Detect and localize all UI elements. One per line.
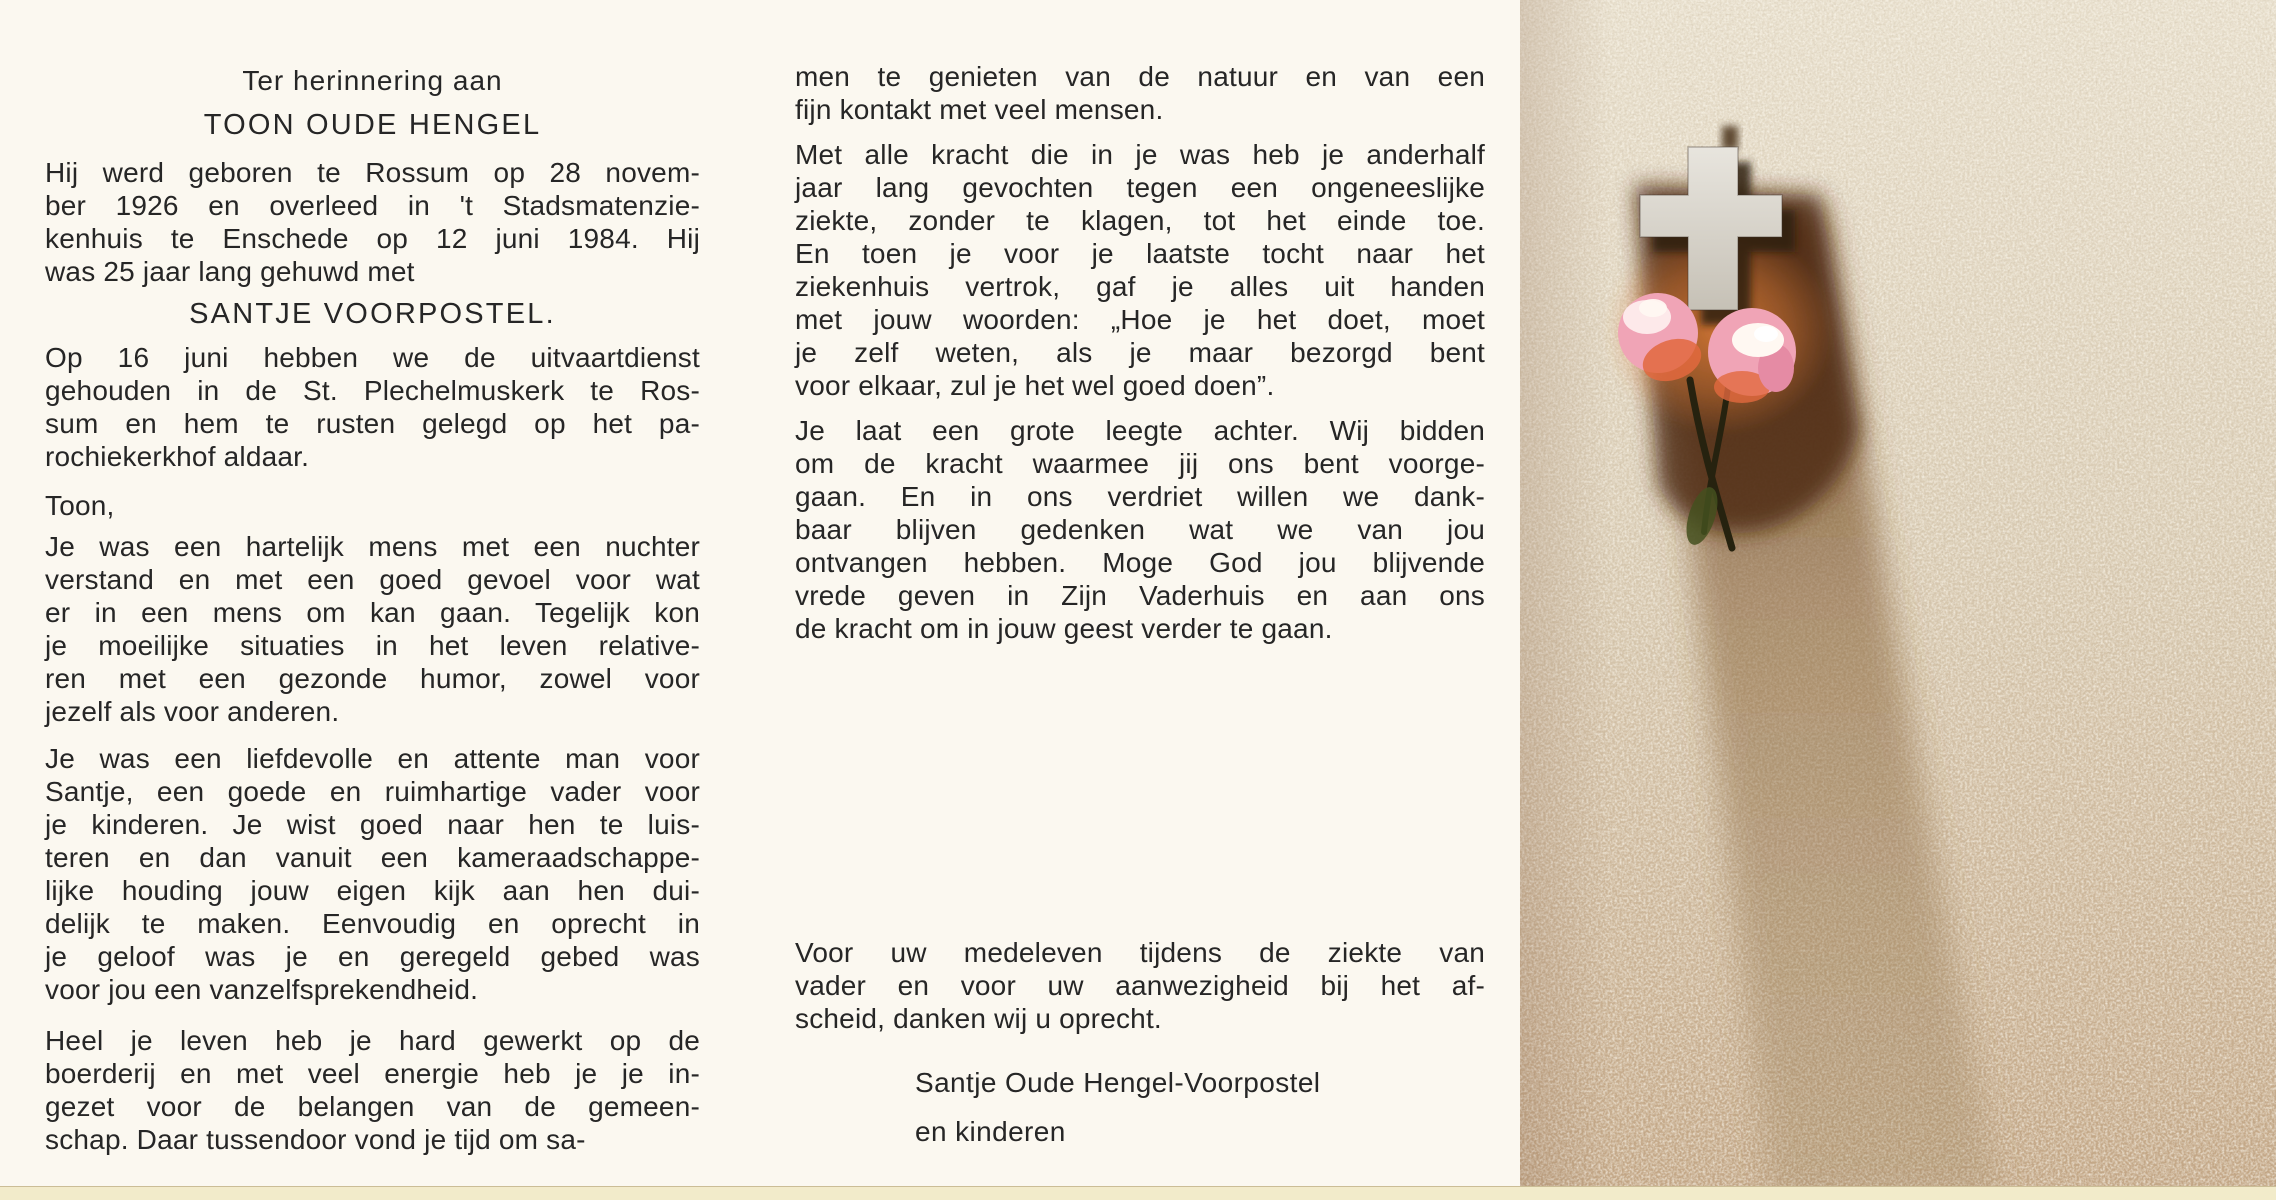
left-page-column (45, 64, 700, 1156)
signature-name: Santje Oude Hengel-Voorpostel (915, 1067, 1321, 1098)
right-page-column (795, 60, 1485, 645)
funeral-paragraph: Op 16 juni hebben we de uitvaartdienst gehouden in de St. Plechelmuskerk te Ros- sum en hem te rusten gelegd op het pa- rochiekerkhof aldaar. (45, 342, 700, 472)
signature-block (915, 1066, 1485, 1148)
character-paragraph: Je was een hartelijk mens met een nuchter verstand en met een goed gevoel voor wat er in een mens om kan gaan. Tegelijk kon je moeilijke situaties in het leven relative- ren met een gezonde humor, zowel voor jezelf als voor anderen. (45, 531, 700, 727)
rose-right-sparkle (1754, 326, 1778, 342)
memorial-heading: Ter herinnering aan (242, 65, 503, 96)
thanks-paragraph: Voor uw medeleven tijdens de ziekte van vader en voor uw aanwezigheid bij het af- scheid, danken wij u oprecht. (795, 937, 1485, 1034)
signature-suffix: en kinderen (915, 1116, 1066, 1147)
memorial-photo-svg (1520, 0, 2276, 1200)
nature-paragraph: men te genieten van de natuur en van een fijn kontakt met veel mensen. (795, 61, 1485, 125)
rose-left-glare (1639, 299, 1667, 317)
memorial-photo (1520, 0, 2276, 1200)
family-paragraph: Je was een liefdevolle en attente man voor Santje, een goede en ruimhartige vader voor je kinderen. Je wist goed naar hen te luis- teren en dan vanuit een kameraadschappe- lijke houding jouw eigen kijk aan hen dui- delijk te maken. Eenvoudig en oprecht in je geloof was je en geregeld gebed was voor jou een vanzelfsprekendheid. (45, 743, 700, 1005)
card-fold-edge (0, 1186, 2276, 1200)
salutation: Toon, (45, 490, 115, 521)
illness-paragraph: Met alle kracht die in je was heb je anderhalf jaar lang gevochten tegen een ongeneeslijke ziekte, zonder te klagen, tot het einde toe. En toen je voor je laatste tocht naar het ziekenhuis vertrok, gaf je alles uit handen met jouw woorden: „Hoe je het doet, moet je zelf weten, als je maar bezorgd bent voor elkaar, zul je het wel goed doen”. (795, 139, 1485, 401)
deceased-name: TOON OUDE HENGEL (203, 109, 542, 141)
legacy-paragraph: Je laat een grote leegte achter. Wij bidden om de kracht waarmee jij ons bent voorge- gaan. En in ons verdriet willen we dank- baar blijven gedenken wat we van jou ontvangen hebben. Moge God jou blijvende vrede geven in Zijn Vaderhuis en aan ons de kracht om in jouw geest verder te gaan. (795, 415, 1485, 644)
spouse-name: SANTJE VOORPOSTEL. (189, 298, 556, 330)
birth-death-paragraph: Hij werd geboren te Rossum op 28 novem- ber 1926 en overleed in 't Stadsmatenzie- kenhuis te Enschede op 12 juni 1984. Hij was 25 jaar lang gehuwd met (45, 157, 700, 287)
work-paragraph: Heel je leven heb je hard gewerkt op de boerderij en met veel energie heb je je in- gezet voor de belangen van de gemeen- schap. Daar tussendoor vond je tijd om sa- (45, 1025, 700, 1155)
